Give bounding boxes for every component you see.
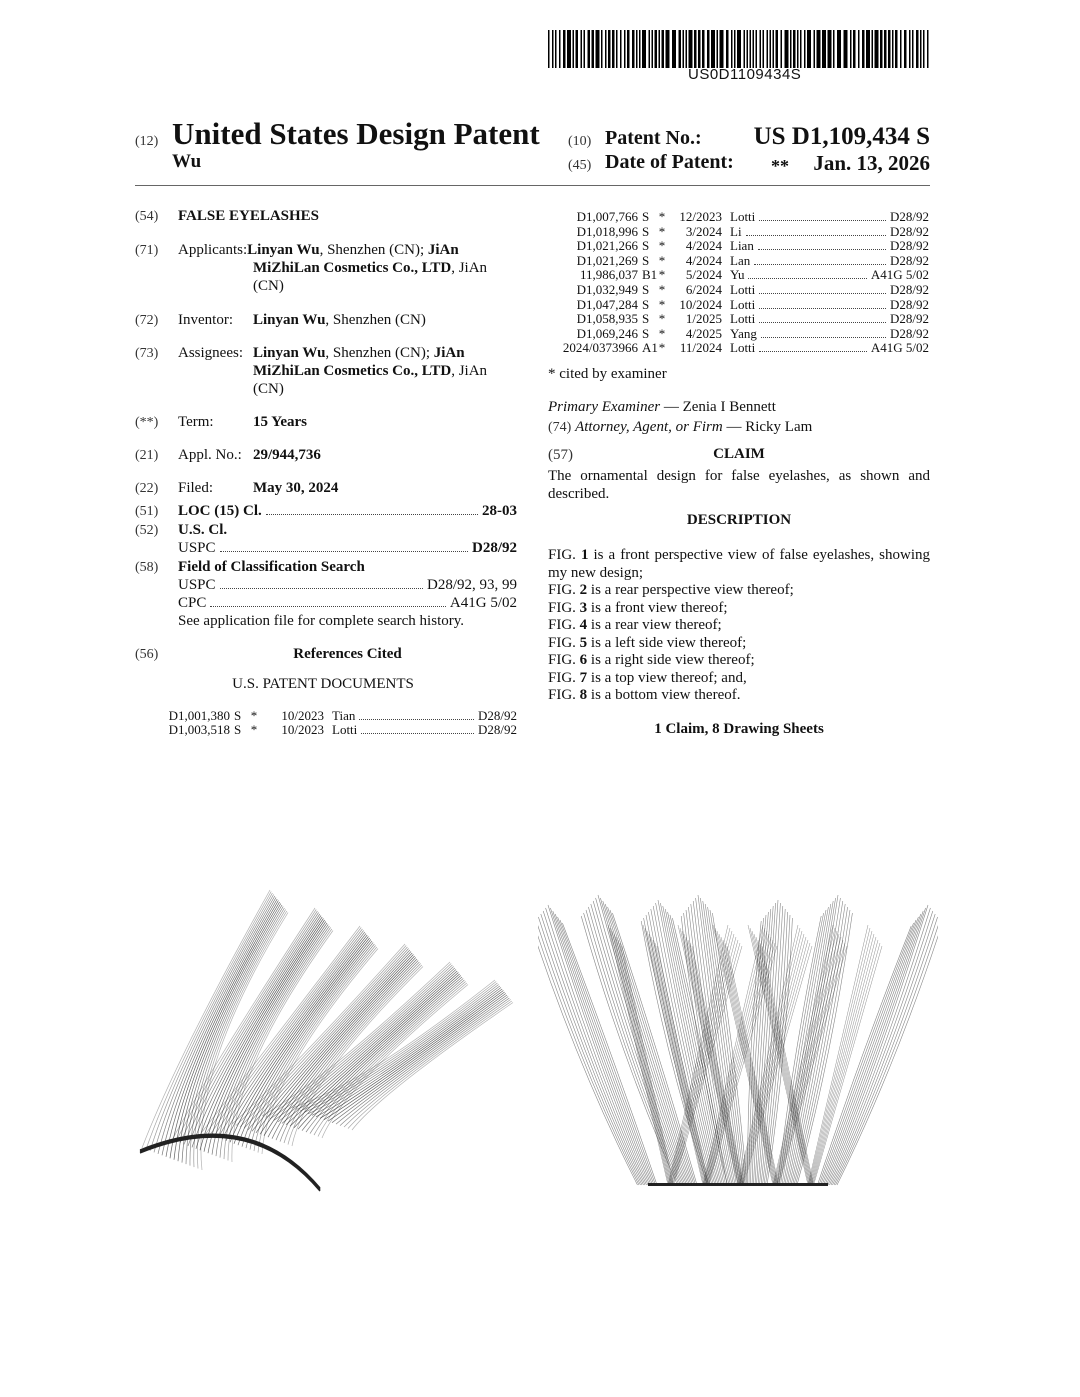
reference-date: 11/2024 — [679, 340, 722, 356]
inventor-value — [253, 312, 426, 329]
reference-kind: S — [234, 722, 242, 737]
reference-row — [552, 298, 929, 312]
header-divider — [135, 185, 930, 186]
figure-text: is a right side view thereof; — [587, 652, 755, 668]
us-patent-documents-heading: U.S. PATENT DOCUMENTS — [232, 676, 414, 692]
figure-text: is a bottom view thereof. — [587, 687, 741, 703]
figure-description — [548, 652, 930, 670]
description-heading: DESCRIPTION — [686, 512, 792, 528]
primary-examiner-name: — Zenia I Bennett — [660, 399, 776, 415]
reference-inventor: Yu — [730, 267, 745, 283]
assignees-line-1 — [253, 345, 465, 362]
reference-kind: S — [642, 311, 650, 327]
reference-class: D28/92 — [890, 238, 929, 254]
reference-date: 10/2024 — [679, 296, 722, 312]
figure-text: FIG. — [548, 582, 580, 598]
reference-inventor: Lan — [730, 252, 751, 268]
assignee-name: Linyan Wu — [253, 345, 326, 361]
figure-description — [548, 617, 930, 635]
reference-inventor: Lotti — [730, 296, 756, 312]
claim-heading: CLAIM — [713, 446, 765, 462]
reference-inventor: Tian — [332, 708, 356, 723]
applicant-name: Linyan Wu — [247, 242, 320, 258]
figure-description — [548, 600, 930, 618]
assignees-label: Assignees: — [178, 345, 243, 361]
date-of-patent: Jan. 13, 2026 — [813, 151, 930, 175]
reference-number: D1,003,518 — [168, 722, 230, 737]
figure-description — [548, 670, 930, 688]
loc-class-value: 28-03 — [482, 503, 517, 519]
field-number-56: (56) — [135, 647, 159, 662]
reference-kind: S — [642, 223, 650, 239]
field-search-uspc-value: D28/92, 93, 99 — [427, 577, 517, 593]
field-search-cpc-row — [178, 595, 517, 612]
figure-text: FIG. — [548, 599, 580, 616]
document-title: United States Design Patent — [172, 116, 540, 151]
term-extension-marker: ** — [771, 156, 789, 176]
reference-number: D1,058,935 — [576, 311, 638, 327]
reference-inventor: Li — [730, 223, 742, 239]
claims-and-sheets: 1 Claim, 8 Drawing Sheets — [654, 721, 824, 737]
figure-description — [548, 547, 930, 582]
field-number-73: (73) — [135, 346, 159, 361]
reference-date: 6/2024 — [685, 282, 722, 297]
figure-number: 6 — [579, 652, 588, 668]
figure-number: 8 — [579, 687, 588, 703]
us-class-label: U.S. Cl. — [178, 522, 228, 538]
reference-row — [552, 341, 929, 355]
reference-number: D1,021,266 — [576, 238, 638, 254]
reference-row — [552, 225, 929, 239]
field-number-term: (**) — [135, 415, 159, 430]
filed-label: Filed: — [178, 480, 214, 496]
field-number-12: (12) — [135, 134, 159, 149]
cited-by-examiner-note: * cited by examiner — [548, 366, 667, 382]
reference-date: 3/2024 — [685, 223, 722, 239]
appl-no-value: 29/944,736 — [253, 447, 321, 463]
reference-number: D1,018,996 — [576, 223, 638, 239]
reference-class: D28/92 — [890, 282, 929, 297]
appl-no-label: Appl. No.: — [178, 447, 242, 463]
applicants-label: Applicants: — [178, 242, 248, 258]
reference-class: A41G 5/02 — [870, 267, 929, 283]
reference-class: D28/92 — [890, 325, 929, 341]
figure-text: FIG. — [548, 617, 580, 633]
reference-cited-marker: * — [658, 340, 666, 356]
reference-date: 12/2023 — [679, 209, 722, 224]
reference-inventor: Lotti — [730, 311, 756, 327]
figure-text: FIG. — [548, 547, 581, 563]
applicant-location: , Shenzhen (CN); — [319, 242, 428, 258]
reference-kind: S — [234, 708, 242, 723]
reference-row — [552, 283, 929, 297]
figure-number: 2 — [579, 582, 588, 598]
loc-class-row — [178, 503, 517, 520]
reference-cited-marker: * — [658, 296, 666, 312]
reference-date: 4/2024 — [685, 252, 722, 268]
us-class-row — [178, 540, 517, 557]
figure-text: FIG. — [548, 634, 580, 651]
reference-kind: S — [642, 296, 650, 312]
reference-number: 2024/0373966 — [562, 340, 638, 356]
field-search-note: See application file for complete search history. — [178, 613, 465, 629]
figure-text: FIG. — [548, 652, 580, 668]
reference-cited-marker: * — [658, 252, 666, 268]
assignees-line-2 — [253, 363, 487, 380]
applicant-company-start: JiAn — [427, 242, 459, 258]
reference-row — [552, 210, 929, 224]
reference-kind: S — [642, 238, 650, 254]
reference-class: D28/92 — [890, 311, 929, 327]
term-label: Term: — [178, 414, 214, 430]
applicants-line-1 — [178, 242, 459, 259]
assignee-company-city: , JiAn — [451, 363, 488, 379]
applicants-line-2 — [253, 260, 487, 277]
applicant-company: MiZhiLan Cosmetics Co., LTD — [253, 260, 452, 276]
reference-inventor: Lian — [730, 238, 754, 254]
figure-number: 4 — [579, 617, 588, 633]
field-number-71: (71) — [135, 243, 159, 258]
primary-examiner — [548, 399, 930, 417]
reference-class: D28/92 — [890, 252, 929, 268]
figure-description — [548, 687, 930, 705]
figure-text: is a rear view thereof; — [587, 617, 722, 633]
patent-number-label: Patent No.: — [605, 127, 702, 149]
figure-description — [548, 582, 930, 600]
field-number-74: (74) — [548, 420, 572, 435]
patent-number: US D1,109,434 S — [753, 123, 930, 150]
reference-cited-marker: * — [658, 325, 666, 341]
eyelash-front-drawing — [538, 885, 938, 1195]
figure-text: is a front view thereof; — [587, 599, 728, 616]
applicants-line-3: (CN) — [253, 278, 284, 294]
figure-number: 5 — [579, 634, 588, 651]
claim-text: The ornamental design for false eyelashes, as shown and described. — [548, 468, 930, 502]
field-number-72: (72) — [135, 313, 159, 328]
field-search-cpc-label: CPC — [178, 595, 207, 611]
assignee-company-start: JiAn — [433, 345, 465, 361]
us-class-value: D28/92 — [472, 540, 517, 556]
date-of-patent-label: Date of Patent: — [605, 151, 734, 173]
field-search-uspc-row — [178, 577, 517, 594]
field-number-54: (54) — [135, 209, 159, 224]
reference-class: D28/92 — [890, 223, 929, 239]
loc-class-label: LOC (15) Cl. — [178, 503, 262, 519]
field-search-uspc-label: USPC — [178, 577, 216, 593]
reference-cited-marker: * — [250, 708, 258, 723]
figure-number: 7 — [579, 669, 588, 686]
reference-row — [552, 312, 929, 326]
references-cited-heading: References Cited — [293, 646, 402, 662]
reference-inventor: Lotti — [730, 282, 756, 297]
reference-kind: S — [642, 282, 650, 297]
field-number-45: (45) — [568, 158, 592, 173]
reference-class: D28/92 — [478, 708, 517, 723]
reference-class: D28/92 — [890, 209, 929, 224]
field-search-label: Field of Classification Search — [178, 559, 365, 575]
figure-number: 1 — [580, 547, 589, 563]
reference-date: 10/2023 — [281, 722, 324, 737]
header-inventor: Wu — [172, 151, 202, 172]
barcode-image — [548, 30, 930, 68]
reference-number: D1,047,284 — [576, 296, 638, 312]
reference-cited-marker: * — [658, 282, 666, 297]
assignee-location: , Shenzhen (CN); — [325, 345, 434, 361]
field-search-cpc-value: A41G 5/02 — [449, 595, 517, 611]
field-number-22: (22) — [135, 481, 159, 496]
term-value: 15 Years — [253, 414, 308, 430]
reference-row — [552, 239, 929, 253]
eyelash-perspective-drawing — [130, 870, 550, 1230]
reference-number: D1,001,380 — [168, 708, 230, 723]
applicant-company-city: , JiAn — [451, 260, 488, 276]
reference-row — [158, 723, 517, 737]
reference-class: D28/92 — [478, 722, 517, 737]
reference-inventor: Lotti — [332, 722, 358, 737]
filed-value: May 30, 2024 — [253, 480, 339, 496]
design-title: FALSE EYELASHES — [178, 208, 320, 224]
reference-cited-marker: * — [250, 722, 258, 737]
figure-description — [548, 635, 930, 653]
field-number-10: (10) — [568, 134, 592, 149]
reference-kind: A1 — [642, 340, 658, 356]
reference-row — [158, 709, 517, 723]
attorney — [548, 419, 930, 437]
figure-text: is a front perspective view of false eyelashes, showing my new design; — [548, 547, 930, 581]
reference-date: 4/2025 — [685, 325, 722, 341]
field-number-52: (52) — [135, 523, 159, 538]
figure-text: is a top view thereof; and, — [587, 669, 747, 686]
figure-text: is a rear perspective view thereof; — [587, 582, 794, 598]
inventor-name: Linyan Wu — [253, 312, 326, 328]
figure-text: FIG. — [548, 687, 580, 703]
primary-examiner-label: Primary Examiner — [548, 399, 661, 415]
reference-inventor: Lotti — [730, 340, 756, 356]
reference-row — [552, 254, 929, 268]
figure-text: is a left side view thereof; — [587, 634, 747, 651]
assignee-company: MiZhiLan Cosmetics Co., LTD — [253, 363, 452, 379]
reference-cited-marker: * — [658, 209, 666, 224]
reference-cited-marker: * — [658, 238, 666, 254]
reference-number: D1,007,766 — [576, 209, 638, 224]
reference-class: D28/92 — [890, 296, 929, 312]
reference-inventor: Yang — [730, 325, 757, 341]
reference-kind: S — [642, 325, 650, 341]
field-number-57: (57) — [548, 447, 573, 463]
reference-number: D1,021,269 — [576, 252, 638, 268]
field-number-21: (21) — [135, 448, 159, 463]
reference-date: 5/2024 — [685, 267, 722, 283]
figure-number: 3 — [579, 599, 588, 616]
reference-date: 10/2023 — [281, 708, 324, 723]
reference-kind: S — [642, 252, 650, 268]
figure-text: FIG. — [548, 669, 580, 686]
reference-row — [552, 268, 929, 282]
figure-descriptions — [548, 547, 930, 705]
reference-cited-marker: * — [658, 311, 666, 327]
field-number-58: (58) — [135, 560, 159, 575]
reference-date: 4/2024 — [685, 238, 722, 254]
reference-inventor: Lotti — [730, 209, 756, 224]
inventor-location: , Shenzhen (CN) — [325, 312, 426, 328]
reference-date: 1/2025 — [685, 311, 722, 327]
reference-kind: S — [642, 209, 650, 224]
reference-number: D1,069,246 — [576, 325, 638, 341]
reference-cited-marker: * — [658, 267, 666, 283]
barcode-text: US0D1109434S — [688, 66, 802, 83]
attorney-name: — Ricky Lam — [722, 419, 813, 435]
assignees-line-3: (CN) — [253, 381, 284, 397]
reference-number: 11,986,037 — [579, 267, 638, 283]
inventor-label: Inventor: — [178, 312, 233, 328]
reference-number: D1,032,949 — [576, 282, 638, 297]
us-class-sub-label: USPC — [178, 540, 216, 556]
reference-row — [552, 327, 929, 341]
reference-class: A41G 5/02 — [870, 340, 929, 356]
reference-cited-marker: * — [658, 223, 666, 239]
reference-kind: B1 — [642, 267, 658, 283]
field-number-51: (51) — [135, 504, 159, 519]
attorney-label: Attorney, Agent, or Firm — [575, 419, 723, 435]
